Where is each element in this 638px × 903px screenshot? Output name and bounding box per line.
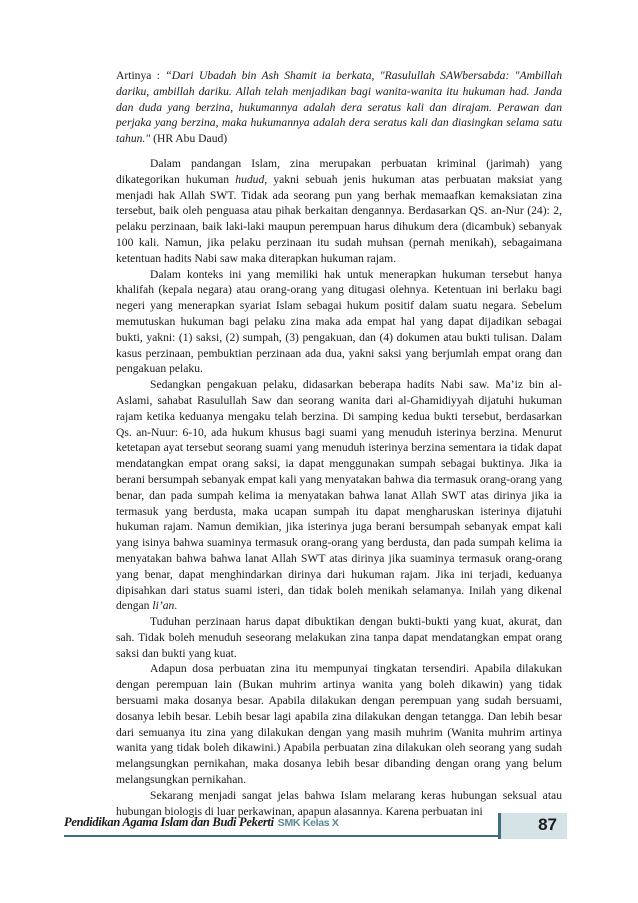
paragraph-zina-hudud	[116, 156, 562, 267]
class-label: SMK Kelas X	[277, 817, 339, 829]
emphasis-term: li’an	[152, 599, 175, 613]
paragraph-text: .	[174, 599, 178, 613]
paragraph-khalifah: Dalam konteks ini yang memiliki hak untuk menerapkan hukuman tersebut hanya khalifah (kepala negara) atau orang-orang yang ditugasi olehnya. Ketentuan ini berlaku bagi negeri yang menerapkan syariat Islam sebagai hukum positif dalam suatu negara. Sebelum memutuskan hukuman bagi pelaku zina maka ada empat hal yang dapat dijadikan sebagai bukti, yakni: (1) saksi, (2) sumpah, (3) pengakuan, dan (4) dokumen atau bukti tulisan. Dalam kasus perzinaan, pembuktian perzinaan ada dua, yakni saksi yang berjumlah empat orang dan pengakuan pelaku.	[116, 267, 562, 376]
emphasis-term: hudud	[235, 172, 265, 186]
paragraph-tuduhan: Tuduhan perzinaan harus dapat dibuktikan dengan bukti-bukti yang kuat, akurat, dan sah. Tidak boleh menuduh seseorang melakukan zina tanpa dapat mendatangkan empat orang saksi dan bukti yang kuat.	[116, 615, 562, 660]
hadith-quote: “Dari Ubadah bin Ash Shamit ia berkata, "Rasulullah SAWbersabda: "Ambillah dariku, ambillah dariku. Allah telah menjadikan bagi wanita-wanita itu hukuman had. Janda dan duda yang berzina, hukumannya adalah dera seratus kali dan dirajam. Perawan dan perjaka yang berzina, maka hukumannya adalah dera seratus kali dan diasingkan selama satu tahun."	[116, 69, 562, 146]
footer-rule	[64, 835, 550, 837]
book-title: Pendidikan Agama Islam dan Budi Pekerti	[64, 815, 274, 829]
paragraph-text: , yakni sebuah jenis hukuman atas perbuatan maksiat yang menjadi hak Allah SWT. Tidak ada seorang pun yang berhak memaafkan kemaksiatan zina tersebut, baik oleh penguasa atau pihak berkaitan dengannya. Berdasarkan QS. an-Nur (24): 2, pelaku perzinaan, baik laki-laki maupun perempuan harus dihukum dera (dicambuk) sebanyak 100 kali. Namun, jika pelaku perzinaan itu sudah muhsan (pernah menikah), sebagaimana ketentuan hadits Nabi saw maka diterapkan hukuman rajam.	[116, 172, 562, 265]
page-number: 87	[538, 815, 557, 834]
hadith-source: (HR Abu Daud)	[150, 132, 228, 146]
paragraph-text: Sedangkan pengakuan pelaku, didasarkan beberapa hadits Nabi saw. Ma’iz bin al-Aslami, sahabat Rasulullah Saw dan seorang wanita dari al-Ghamidiyyah dijatuhi hukuman rajam ketika keduanya mengaku telah berzina. Di samping kedua bukti tersebut, berdasarkan Qs. an-Nuur: 6-10, ada hukum khusus bagi suami yang menuduh isterinya berzina. Menurut ketetapan ayat tersebut seorang suami yang menuduh isterinya berzina sementara ia tidak dapat mendatangkan empat orang saksi, ia dapat menggunakan sumpah sebagai buktinya. Jika ia berani bersumpah sebanyak empat kali yang menyatakan bahwa dia termasuk orang-orang yang benar, dan pada sumpah kelima ia menyatakan bahwa lanat Allah SWT atas dirinya jika ia termasuk yang berdusta, maka ucapan sumpah itu dapat mengharuskan isterinya dijatuhi hukuman rajam. Namun demikian, jika isterinya juga berani bersumpah sebanyak empat kali yang isinya bahwa suaminya termasuk orang-orang yang berdusta, dan pada sumpah kelima ia menyatakan bahwa bahwa lanat Allah SWT atas dirinya jika suaminya termasuk orang-orang yang benar, dapat menghindarkan dirinya dari hukuman rajam. Jika ini terjadi, keduanya dipisahkan dari status suami isteri, dan tidak boleh menikah selamanya. Inilah yang dikenal dengan	[116, 378, 562, 613]
hadith-translation-paragraph	[116, 68, 562, 147]
page-footer	[64, 813, 572, 841]
paragraph-pengakuan	[116, 377, 562, 614]
paragraph-larangan: Sekarang menjadi sangat jelas bahwa Islam melarang keras hubungan seksual atau hubungan biologis di luar perkawinan, apapun alasannya. Karena perbuatan ini	[116, 788, 562, 818]
translation-label: Artinya :	[116, 69, 166, 82]
paragraph-text: Dalam pandangan Islam, zina merupakan perbuatan kriminal (jarimah) yang dikategorikan hukuman	[116, 156, 562, 186]
footer-book-title	[64, 815, 339, 830]
body-text	[116, 68, 562, 819]
page-number-box	[498, 813, 567, 839]
paragraph-dosa: Adapun dosa perbuatan zina itu mempunyai tingkatan tersendiri. Apabila dilakukan dengan perempuan lain (Bukan muhrim artinya wanita yang boleh dikawin) yang tidak bersuami maka dosanya besar. Apabila dilakukan dengan perempuan yang sudah bersuami, dosanya lebih besar. Lebih besar lagi apabila zina dilakukan dengan tetangga. Dan lebih besar dari semuanya itu zina yang dilakukan dengan yang masih muhrim (Wanita muhrim artinya wanita yang tidak boleh dikawini.) Apabila perbuatan zina dilakukan oleh seorang yang sudah melangsungkan pernikahan, maka dosanya lebih besar dibanding dengan orang yang belum melangsungkan pernikahan.	[116, 662, 562, 787]
